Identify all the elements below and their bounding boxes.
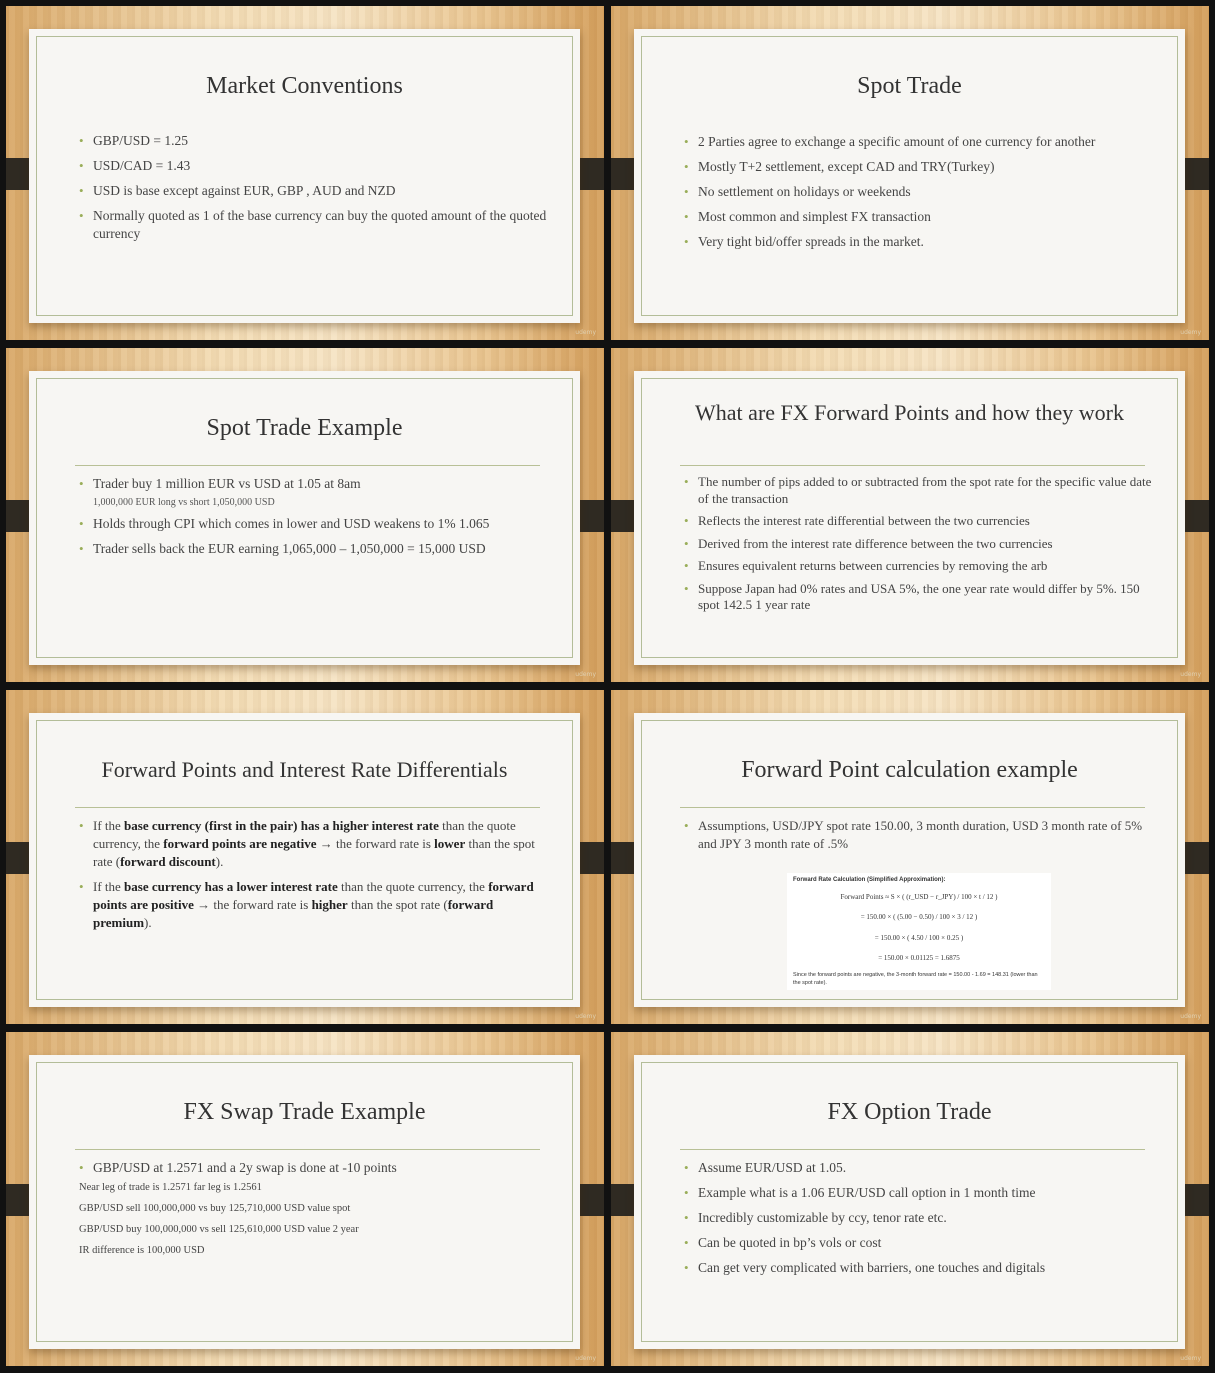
- bullet-item: • Reflects the interest rate differential between the two currencies: [684, 513, 1030, 528]
- bullet-dot-icon: •: [79, 133, 84, 148]
- formula-line: = 150.00 × ( 4.50 / 100 × 0.25 ): [874, 934, 964, 942]
- bullet-item: • Most common and simplest FX transaction: [684, 209, 931, 224]
- bullet-item: • Incredibly customizable by ccy, tenor rate etc.: [684, 1210, 947, 1225]
- title-divider: [75, 465, 540, 466]
- bullet-list: [684, 474, 1153, 620]
- bullet-item: • Mostly T+2 settlement, except CAD and TRY(Turkey): [684, 159, 995, 174]
- watermark: udemy: [575, 1355, 596, 1362]
- slide-thumbnail-market-conventions[interactable]: [6, 6, 604, 340]
- bullet-dot-icon: •: [684, 234, 689, 249]
- bullet-item: • Very tight bid/offer spreads in the market.: [684, 234, 924, 249]
- slide-thumbnail-forward-points-interest-rates[interactable]: [6, 690, 604, 1024]
- slide-card: [29, 371, 580, 665]
- bullet-item: • Suppose Japan had 0% rates and USA 5%, the one year rate would differ by 5%. 150 spot 142.5 1 year rate: [684, 580, 1140, 612]
- watermark: udemy: [575, 1013, 596, 1020]
- bullet-list: [684, 817, 1153, 860]
- bullet-list: [79, 475, 548, 565]
- bullet-list: [684, 133, 1153, 258]
- bullet-dot-icon: •: [684, 209, 689, 224]
- bullet-item: • Ensures equivalent returns between currencies by removing the arb: [684, 558, 1048, 573]
- slide-card: [29, 1055, 580, 1349]
- bullet-list: [684, 1159, 1153, 1284]
- bullet-item: • Assumptions, USD/JPY spot rate 150.00, 3 month duration, USD 3 month rate of 5% and JPY 3 month rate of .5%: [684, 818, 1143, 851]
- watermark: udemy: [575, 329, 596, 336]
- formula-line: Forward Points ≈ S × ( (r_USD − r_JPY) / 100 × t / 12 ): [840, 893, 998, 901]
- watermark: udemy: [1180, 1013, 1201, 1020]
- bullet-item: • Can get very complicated with barriers, one touches and digitals: [684, 1260, 1046, 1275]
- slide-title: What are FX Forward Points and how they work: [695, 400, 1124, 425]
- bullet-dot-icon: •: [79, 1160, 84, 1175]
- watermark: udemy: [575, 671, 596, 678]
- bullet-dot-icon: •: [684, 134, 689, 149]
- watermark: udemy: [1180, 671, 1201, 678]
- bullet-dot-icon: •: [684, 1260, 689, 1275]
- bullet-item: • Trader sells back the EUR earning 1,065,000 – 1,050,000 = 15,000 USD: [79, 541, 486, 556]
- bullet-item: • Normally quoted as 1 of the base currency can buy the quoted amount of the quoted currency: [79, 208, 547, 241]
- title-divider: [680, 807, 1145, 808]
- text-line: GBP/USD sell 100,000,000 vs buy 125,710,000 USD value spot: [79, 1203, 351, 1214]
- bullet-item: • No settlement on holidays or weekends: [684, 184, 911, 199]
- formula-note: Since the forward points are negative, the 3-month forward rate = 150.00 - 1.69 = 148.31 (lower than the spot rate).: [793, 972, 1038, 986]
- title-divider: [680, 465, 1145, 466]
- bullet-item: • Example what is a 1.06 EUR/USD call option in 1 month time: [684, 1185, 1036, 1200]
- bullet-item: • GBP/USD at 1.2571 and a 2y swap is done at -10 points: [79, 1160, 397, 1175]
- formula-line: = 150.00 × ( (5.00 − 0.50) / 100 × 3 / 12 ): [860, 913, 978, 921]
- bullet-dot-icon: •: [684, 580, 689, 596]
- bullet-item: • USD/CAD = 1.43: [79, 158, 191, 173]
- sub-bullet-item: 1,000,000 EUR long vs short 1,050,000 USD: [93, 497, 275, 508]
- watermark: udemy: [1180, 329, 1201, 336]
- formula-line: = 150.00 × 0.01125 = 1.6875: [878, 954, 960, 962]
- bullet-dot-icon: •: [79, 879, 84, 894]
- bullet-dot-icon: •: [684, 1160, 689, 1175]
- slide-title: FX Swap Trade Example: [183, 1099, 426, 1125]
- slide-title: Market Conventions: [206, 73, 403, 99]
- bullet-dot-icon: •: [684, 474, 689, 489]
- bullet-dot-icon: •: [684, 558, 689, 573]
- bullet-dot-icon: •: [684, 184, 689, 199]
- bullet-dot-icon: •: [684, 159, 689, 174]
- bullet-dot-icon: •: [79, 158, 84, 173]
- formula-image: [787, 873, 1051, 990]
- bullet-item: • If the base currency has a lower interest rate than the quote currency, the forward points are positive → the forward rate is higher than the spot rate (forward premium).: [79, 879, 534, 930]
- slide-thumbnail-fx-swap-trade[interactable]: [6, 1032, 604, 1366]
- bullet-item: • Can be quoted in bp’s vols or cost: [684, 1235, 882, 1250]
- bullet-list: [79, 132, 548, 250]
- text-line: Near leg of trade is 1.2571 far leg is 1.2561: [79, 1182, 262, 1193]
- bullet-item: • Assume EUR/USD at 1.05.: [684, 1160, 847, 1175]
- bullet-dot-icon: •: [684, 818, 689, 833]
- formula-heading: Forward Rate Calculation (Simplified Approximation):: [793, 877, 946, 883]
- slide-thumbnail-fx-forward-points[interactable]: [611, 348, 1209, 682]
- bullet-dot-icon: •: [684, 1210, 689, 1225]
- bullet-dot-icon: •: [79, 208, 84, 223]
- bullet-item: • Holds through CPI which comes in lower and USD weakens to 1% 1.065: [79, 516, 490, 531]
- slide-card: [634, 713, 1185, 1007]
- bullet-item: • Trader buy 1 million EUR vs USD at 1.05 at 8am: [79, 476, 361, 491]
- bullet-item: • The number of pips added to or subtracted from the spot rate for the specific value date of the transaction: [684, 474, 1152, 506]
- bullet-list: [79, 817, 548, 939]
- slide-thumbnail-fx-option-trade[interactable]: [611, 1032, 1209, 1366]
- slide-title: Spot Trade Example: [206, 415, 403, 441]
- text-line: GBP/USD buy 100,000,000 vs sell 125,610,000 USD value 2 year: [79, 1224, 359, 1235]
- bullet-item: • Derived from the interest rate difference between the two currencies: [684, 535, 1053, 551]
- bullet-dot-icon: •: [684, 513, 689, 528]
- bullet-dot-icon: •: [79, 476, 84, 491]
- bullet-item: • 2 Parties agree to exchange a specific amount of one currency for another: [684, 134, 1096, 149]
- title-divider: [680, 1149, 1145, 1150]
- bullet-dot-icon: •: [79, 818, 84, 833]
- bullet-dot-icon: •: [684, 1185, 689, 1200]
- watermark: udemy: [1180, 1355, 1201, 1362]
- bullet-item: • GBP/USD = 1.25: [79, 133, 189, 148]
- bullet-item: • If the base currency (first in the pair) has a higher interest rate than the quote currency, the forward points are negative → the forward rate is lower than the spot rate (forward discount).: [79, 818, 535, 869]
- slide-title: Forward Point calculation example: [741, 757, 1078, 783]
- bullet-dot-icon: •: [79, 516, 84, 531]
- slide-title: Spot Trade: [857, 73, 962, 99]
- title-divider: [75, 807, 540, 808]
- slide-card: [29, 713, 580, 1007]
- slide-card: [634, 29, 1185, 323]
- slide-card: [29, 29, 580, 323]
- slide-thumbnail-spot-trade-example[interactable]: [6, 348, 604, 682]
- text-line: IR difference is 100,000 USD: [79, 1245, 205, 1256]
- slide-thumbnail-forward-point-calculation[interactable]: [611, 690, 1209, 1024]
- slide-title: FX Option Trade: [827, 1099, 992, 1125]
- title-divider: [75, 1149, 540, 1150]
- bullet-dot-icon: •: [79, 541, 84, 556]
- bullet-dot-icon: •: [79, 183, 84, 198]
- bullet-dot-icon: •: [684, 1235, 689, 1250]
- slide-thumbnail-spot-trade[interactable]: [611, 6, 1209, 340]
- slide-title: Forward Points and Interest Rate Differentials: [101, 757, 508, 782]
- bullet-item: • USD is base except against EUR, GBP , AUD and NZD: [79, 183, 396, 198]
- bullet-dot-icon: •: [684, 535, 689, 551]
- slide-card: [634, 371, 1185, 665]
- bullet-list: [79, 1159, 548, 1265]
- slide-card: [634, 1055, 1185, 1349]
